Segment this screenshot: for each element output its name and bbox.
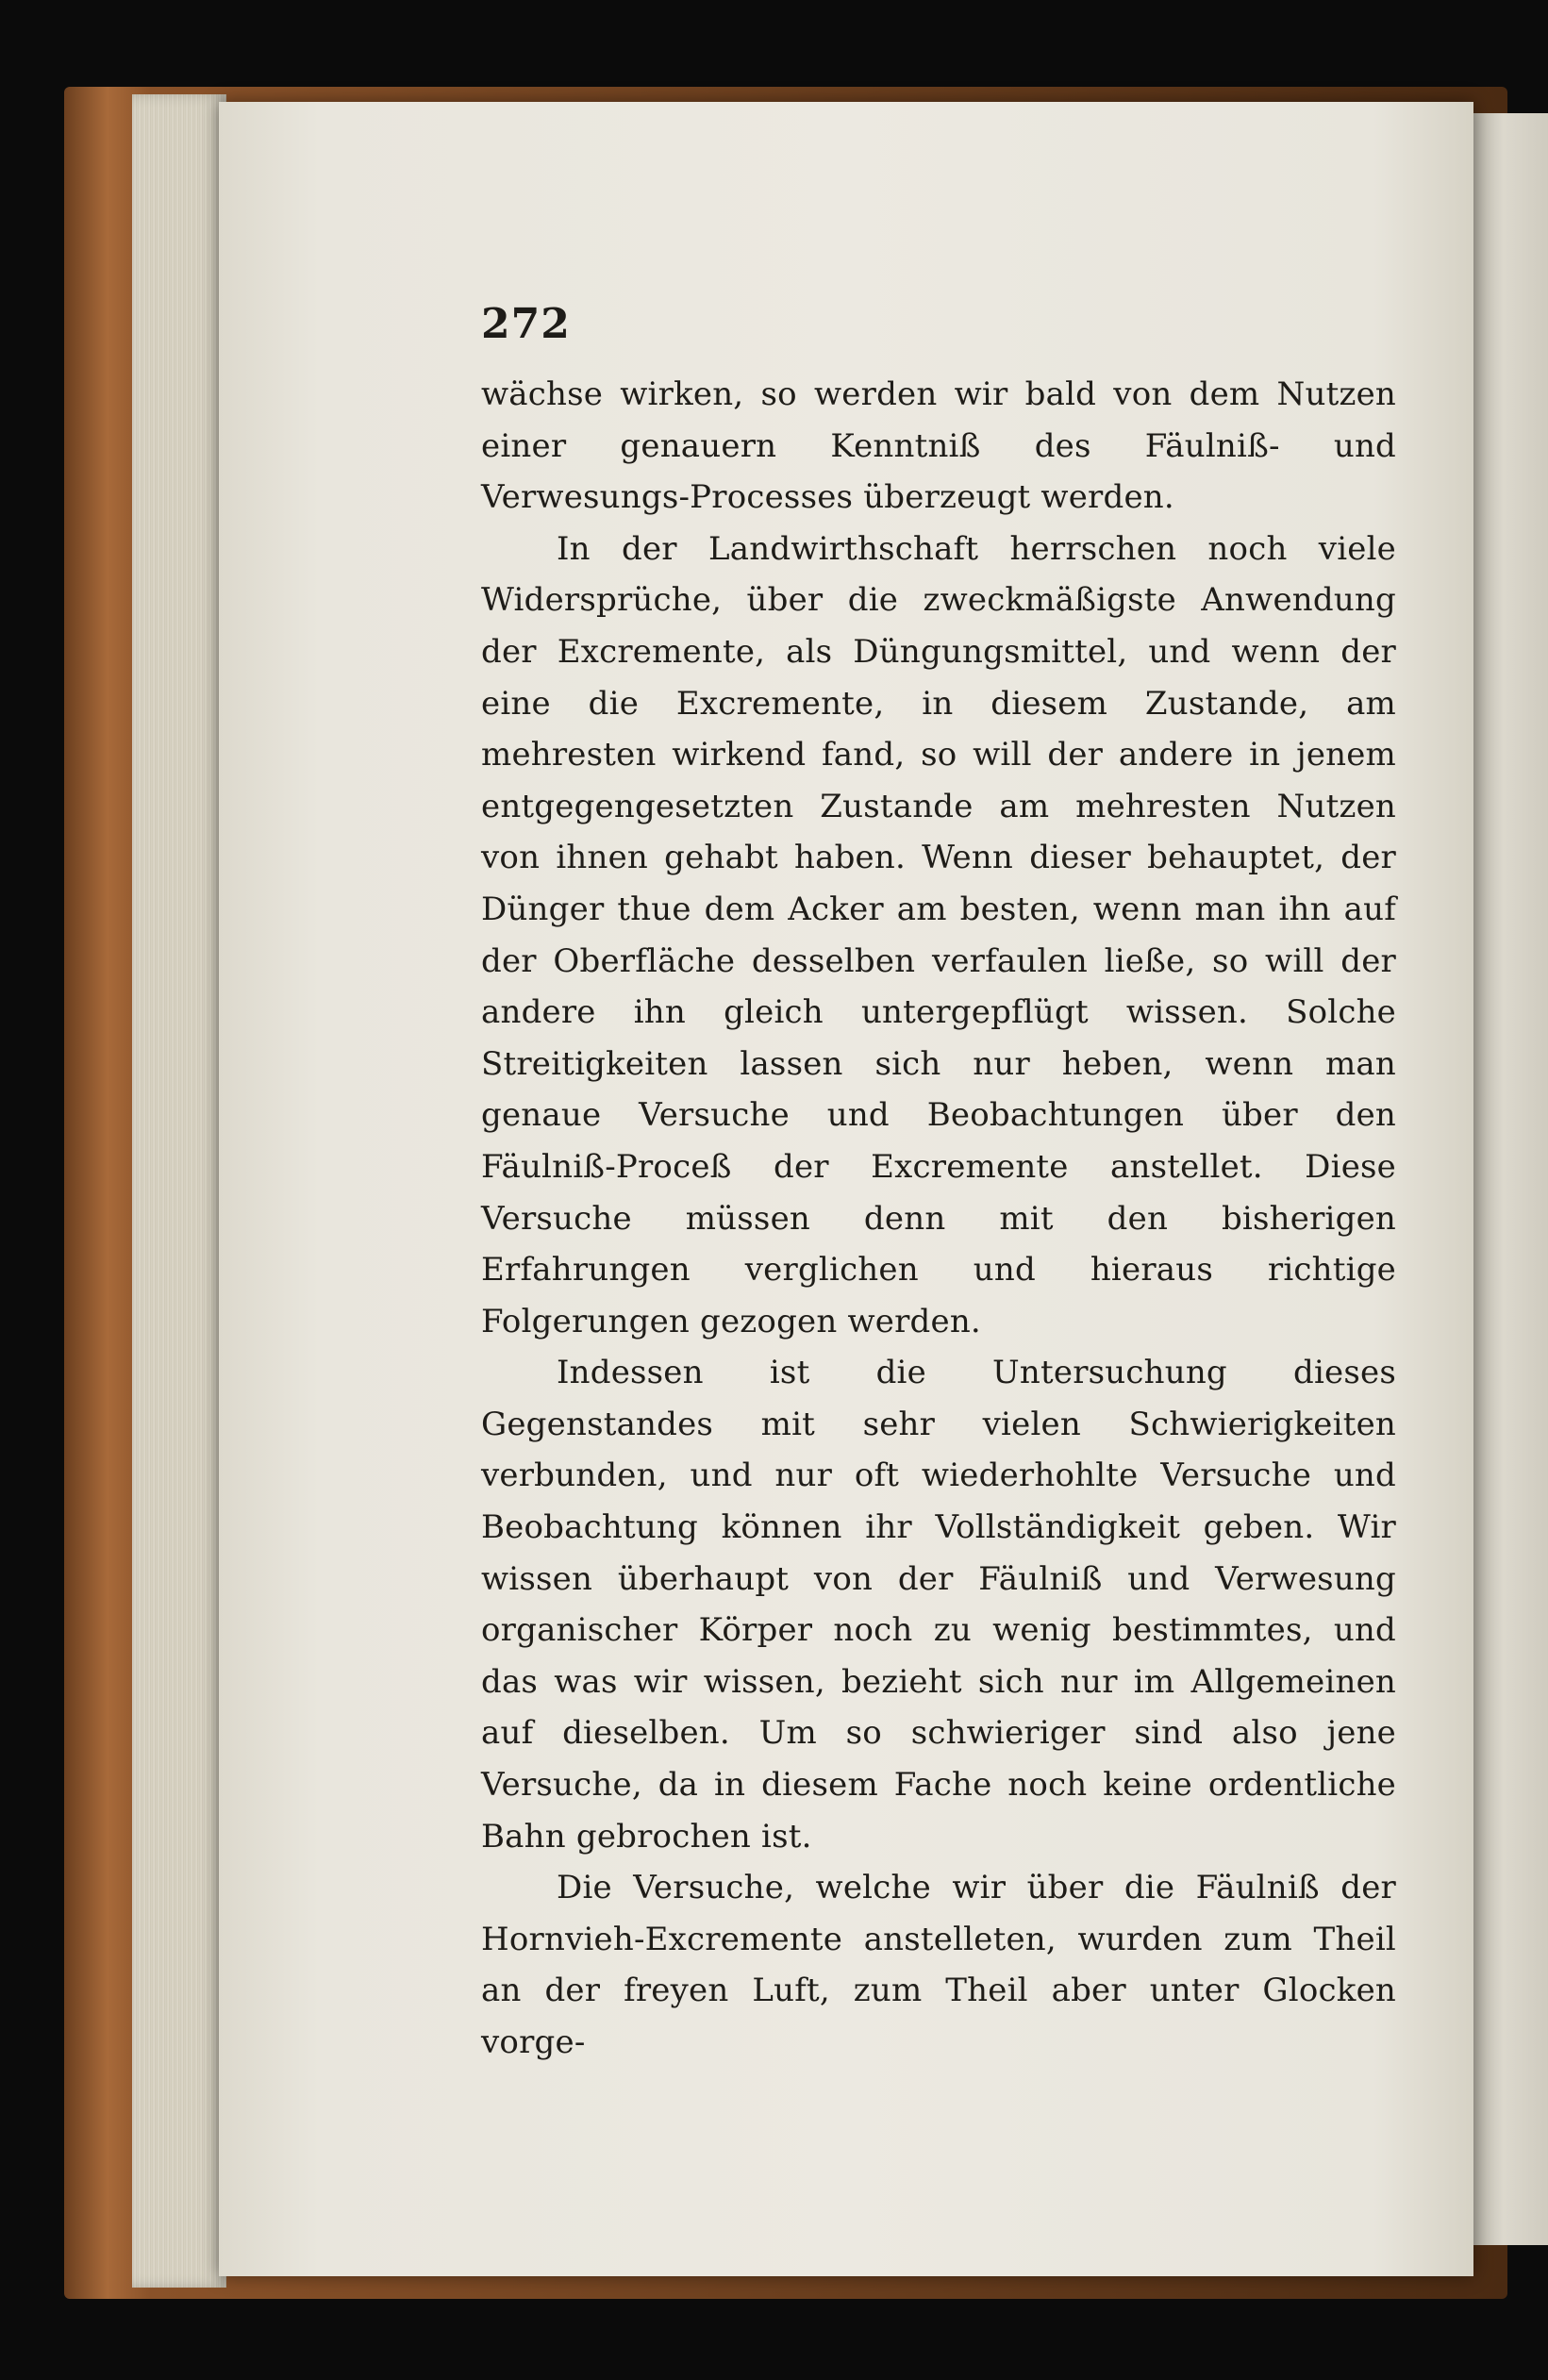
page-edges [132, 94, 226, 2288]
facing-page-edge [1473, 113, 1548, 2245]
paragraph-untersuchung: Indessen ist die Untersuchung dieses Gegenstandes mit sehr vielen Schwierigkeiten verbunden, und nur oft wiederhohlte Versuche und Beobachtung können ihr Vollständigkeit geben. Wir wissen überhaupt von der Fäulniß und Verwesung organischer Körper noch zu wenig bestimmtes, und das was wir wissen, bezieht sich nur im Allgemeinen auf dieselben. Um so schwieriger sind also jene Versuche, da in diesem Fache noch keine ordentliche Bahn gebrochen ist. [481, 1354, 1396, 1856]
page-number: 272 [481, 300, 571, 348]
paragraph-continuation: wächse wirken, so werden wir bald von dem Nutzen einer genauern Kenntniß des Fäulniß- und Verwesungs-Processes überzeugt werden. [481, 375, 1396, 517]
page-text [481, 300, 1396, 2069]
paragraph-landwirthschaft: In der Landwirthschaft herrschen noch viele Widersprüche, über die zweckmäßigste Anwendung der Excremente, als Düngungsmittel, und wenn der eine die Excremente, in diesem Zustande, am mehresten wirkend fand, so will der andere in jenem entgegengesetzten Zustande am mehresten Nutzen von ihnen gehabt haben. Wenn dieser behauptet, der Dünger thue dem Acker am besten, wenn man ihn auf der Oberfläche desselben verfaulen ließe, so will der andere ihn gleich untergepflügt wissen. Solche Streitigkeiten lassen sich nur heben, wenn man genaue Versuche und Beobachtungen über den Fäulniß-Proceß der Excremente anstellet. Diese Versuche müssen denn mit den bisherigen Erfahrungen verglichen und hieraus richtige Folgerungen gezogen werden. [481, 529, 1396, 1340]
paragraph-versuche: Die Versuche, welche wir über die Fäulniß der Hornvieh-Excremente anstelleten, wurden zum Theil an der freyen Luft, zum Theil aber unter Glocken vorge- [481, 1869, 1396, 2061]
